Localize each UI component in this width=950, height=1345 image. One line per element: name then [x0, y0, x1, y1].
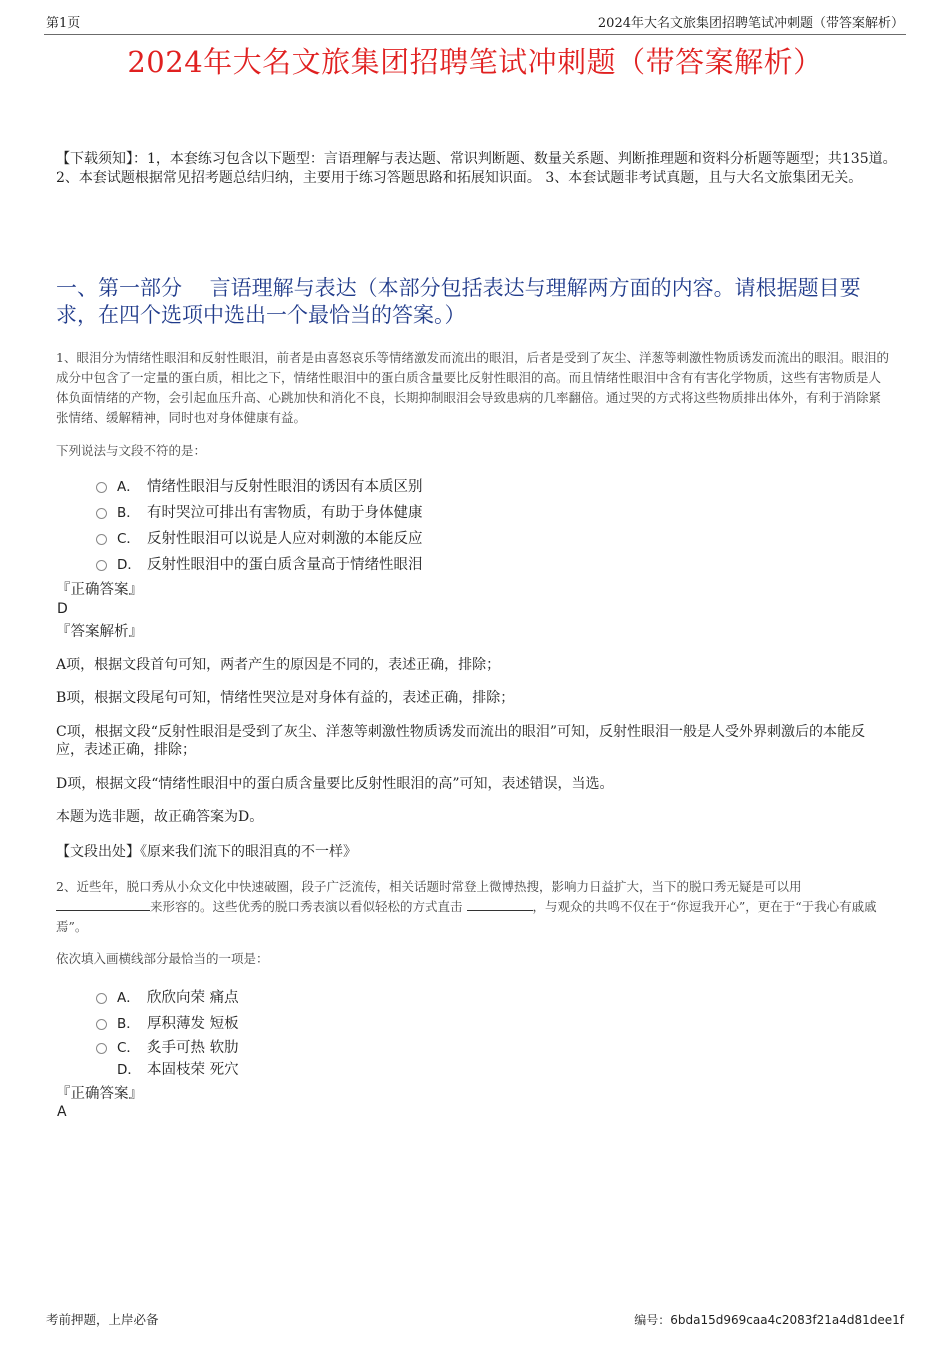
question-2-text-part3: ，与观众的共鸣不仅在于“你逗我开心”，更在于“于我心有戚戚焉”。: [56, 899, 877, 934]
analysis-label: 『答案解析』: [56, 624, 143, 640]
fill-blank-1: [56, 898, 150, 911]
option-c[interactable]: [96, 524, 596, 550]
section-title: 一、第一部分 言语理解与表达（本部分包括表达与理解两方面的内容。请根据题目要求，在四个选项中选出一个最恰当的答案。）: [56, 276, 861, 327]
page-header: [44, 14, 906, 35]
download-notice: 【下载须知】：1，本套练习包含以下题型：言语理解与表达题、常识判断题、数量关系题、判断推理题和资料分析题等题型；共135道。 2、本套试题根据常见招考题总结归纳，主要用于练习答题思路和拓展知识面。 3、本套试题非考试真题，且与大名文旅集团无关。: [56, 151, 897, 186]
document-id: 编号：6bda15d969caa4c2083f21a4d81dee1f: [634, 1313, 904, 1327]
analysis-line-a: A项，根据文段首句可知，两者产生的原因是不同的，表述正确，排除；: [56, 657, 501, 673]
radio-icon[interactable]: [96, 508, 107, 519]
fill-blank-2: [467, 898, 533, 911]
page-footer: [44, 1310, 906, 1330]
radio-icon[interactable]: [96, 534, 107, 545]
option-a[interactable]: [96, 983, 596, 1009]
option-letter: A．: [117, 990, 140, 1006]
option-text: 欣欣向荣 痛点: [147, 989, 239, 1006]
analysis-line-b: B项，根据文段尾句可知，情绪性哭泣是对身体有益的，表述正确，排除；: [56, 690, 515, 706]
correct-answer: D: [57, 601, 68, 617]
question-1-prompt: 下列说法与文段不符的是：: [56, 443, 207, 458]
radio-icon[interactable]: [96, 1019, 107, 1030]
option-text: 反射性眼泪可以说是人应对刺激的本能反应: [147, 530, 423, 547]
header-doc-title: 2024年大名文旅集团招聘笔试冲刺题（带答案解析）: [597, 16, 904, 31]
question-2-prompt: 依次填入画横线部分最恰当的一项是：: [56, 951, 269, 966]
option-text: 情绪性眼泪与反射性眼泪的诱因有本质区别: [147, 478, 423, 495]
question-1-text: 1、眼泪分为情绪性眼泪和反射性眼泪，前者是由喜怒哀乐等情绪激发而流出的眼泪，后者是受到了灰尘、洋葱等刺激性物质诱发而流出的眼泪。眼泪的成分中包含了一定量的蛋白质，相比之下，情绪性眼泪中的蛋白质含量要比反射性眼泪的高。而且情绪性眼泪中含有有害化学物质，这些有害物质是人体负面情绪的产物，会引起血压升高、心跳加快和消化不良，长期抑制眼泪会导致患病的几率翻倍。通过哭的方式将这些物质排出体外，有利于消除紧张情绪、缓解精神，同时也对身体健康有益。: [56, 350, 889, 425]
option-text: 有时哭泣可排出有害物质，有助于身体健康: [147, 504, 423, 521]
correct-answer: A: [57, 1104, 67, 1120]
option-letter: B．: [117, 505, 140, 521]
correct-answer-label: 『正确答案』: [56, 582, 143, 598]
question-1-options: [96, 472, 596, 576]
option-letter: C．: [117, 1040, 140, 1056]
radio-icon[interactable]: [96, 560, 107, 571]
option-text: 炙手可热 软肋: [147, 1039, 239, 1056]
option-text: 厚积薄发 短板: [147, 1015, 239, 1032]
option-d[interactable]: [96, 1057, 596, 1079]
option-d[interactable]: [96, 550, 596, 576]
footer-slogan: 考前押题，上岸必备: [46, 1312, 159, 1327]
option-letter: C．: [117, 531, 140, 547]
radio-icon[interactable]: [96, 1043, 107, 1054]
option-b[interactable]: [96, 1009, 596, 1035]
analysis-line-c: C项，根据文段“反射性眼泪是受到了灰尘、洋葱等刺激性物质诱发而流出的眼泪”可知，反射性眼泪一般是人受外界刺激后的本能反应，表述正确，排除；: [56, 724, 866, 758]
analysis-conclusion: 本题为选非题，故正确答案为D。: [56, 809, 264, 825]
option-letter: D．: [117, 557, 141, 573]
document-title: 2024年大名文旅集团招聘笔试冲刺题（带答案解析）: [127, 45, 823, 79]
passage-source: 【文段出处】《原来我们流下的眼泪真的不一样》: [56, 844, 357, 860]
radio-icon[interactable]: [96, 993, 107, 1004]
correct-answer-label: 『正确答案』: [56, 1086, 143, 1102]
option-text: 反射性眼泪中的蛋白质含量高于情绪性眼泪: [147, 556, 423, 573]
question-2-text: [56, 877, 890, 937]
radio-icon[interactable]: [96, 482, 107, 493]
option-letter: D．: [117, 1062, 141, 1078]
option-letter: A．: [117, 479, 140, 495]
page-number: 第1页: [46, 16, 81, 31]
option-c[interactable]: [96, 1035, 596, 1057]
option-b[interactable]: [96, 498, 596, 524]
question-2-text-part1: 2、近些年，脱口秀从小众文化中快速破圈，段子广泛流传，相关话题时常登上微博热搜，影响力日益扩大，当下的脱口秀无疑是可以用: [56, 879, 802, 894]
question-2-options: [96, 983, 596, 1079]
option-text: 本固枝荣 死穴: [147, 1061, 239, 1078]
option-a[interactable]: [96, 472, 596, 498]
option-letter: B．: [117, 1016, 140, 1032]
analysis-line-d: D项，根据文段“情绪性眼泪中的蛋白质含量要比反射性眼泪的高”可知，表述错误，当选。: [56, 776, 614, 792]
question-2-text-part2: 来形容的。这些优秀的脱口秀表演以看似轻松的方式直击: [150, 899, 463, 914]
